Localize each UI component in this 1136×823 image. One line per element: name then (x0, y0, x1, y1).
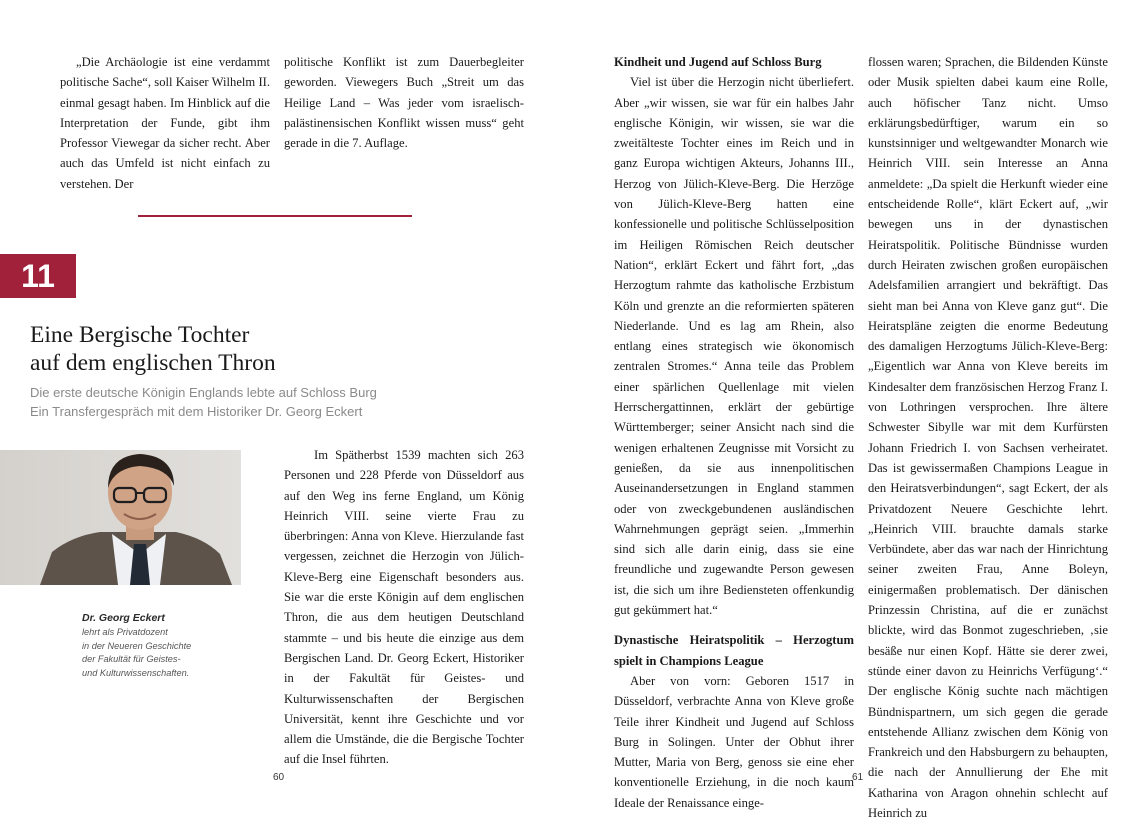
caption-name: Dr. Georg Eckert (82, 612, 165, 624)
article-title-line-1: Eine Bergische Tochter (30, 322, 250, 348)
chapter-number-box: 11 (0, 254, 76, 298)
article-subtitle-line-2: Ein Transfergespräch mit dem Historiker Dr. Georg Eckert (30, 404, 363, 419)
caption-line-3: der Fakultät für Geistes- (82, 654, 181, 665)
portrait-illustration (0, 450, 241, 585)
article-subtitle (30, 383, 450, 421)
article-title (30, 321, 430, 377)
left-top-column-2 (284, 52, 524, 153)
caption-line-1: lehrt als Privatdozent (82, 627, 168, 637)
article-title-line-2: auf dem englischen Thron (30, 350, 276, 376)
page-number-left: 60 (273, 772, 285, 783)
right-column-1 (614, 52, 854, 813)
intro-column (284, 445, 524, 770)
right-column-2-text: flossen waren; Sprachen, die Bildenden Künste oder Musik spielten dabei kaum eine Rolle, auch höfischer Tanz nicht. Umso erklärungsbedürftiger, warum ein so kunstsinniger und weltgewandter Monarch wie Heinrich VIII. sein Interesse an Anna anmeldete: „Da spielt die Herkunft wieder eine entscheidende Rolle“, klärt Eckert auf, „wir bewegen uns in der dynastischen Heiratspolitik. Politische Bündnisse wurden durch Heiraten zwischen großen europäischen Adelsfamilien arrangiert und bekräftigt. Das sieht man bei Anna von Kleve ganz gut“. Die Heiratspläne zeigten die enorme Bedeutung des damaligen Herzogtums Jülich-Kleve-Berg: „Eigentlich war Anna von Kleve bereits im Kindesalter dem französischen Herzog Franz I. von Lothringen versprochen. Ihre ältere Schwester Sibylle war mit dem Kurfürsten Johann Friedrich I. von Sachsen verheiratet. Das ist gewissermaßen Champions League in den Heiratsverbindungen“, sagt Eckert, der als Privatdozent Neuere Geschichte lehrt. „Heinrich VIII. brauchte damals starke Verbündete, aber das war nach der Hinrichtung seiner zweiten Frau, Anne Boleyn, einigermaßen problematisch. Der dänischen Prinzessin Christina, auf die er zunächst blickte, wird das Bonmot zugeschrieben, ‚sie besäße nur einen Kopf. Hätte sie derer zwei, stünde einer davon zu Heinrichs Verfügung‘.“ Der englische König suchte nach mächtigen Bündnispartnern, um sich gegen die gerade entstehende Allianz zwischen dem König von Frankreich und den Habsburgern zu behaupten, die nach der Annullierung der Ehe mit Katharina von Aragon ohnehin schlecht auf Heinrich zu (868, 55, 1108, 820)
article-subtitle-line-1: Die erste deutsche Königin Englands lebte auf Schloss Burg (30, 385, 377, 400)
right-column-1-paragraph-1: Viel ist über die Herzogin nicht überliefert. Aber „wir wissen, sie war für ein halbes Jahr englische Königin, wir wissen, sie war die zweitälteste Tochter eines im Reich und in ganz Europa wichtigen Akteurs, Johanns III., Herzog von Jülich-Kleve-Berg. Die Herzöge von Jülich-Kleve-Berg hatten eine konfessionelle und politische Schlüsselposition im Heiligen Römischen Reich deutscher Nation“, erklärt Eckert und fährt fort, „das Herzogtum rahmte das katholische Erzbistum Köln und grenzte an die reformierten späteren Niederlande. Und es lag am Rhein, also entlang eines strategisch wie ökonomisch zentralen Stromes.“ Anna teile das Problem einer spärlichen Quellenlage mit vielen Herrschergattinnen, erklärt der gebürtige Württemberger; seiner Ansicht nach sind die wenigen erhaltenen Zeugnisse mit Vorsicht zu genießen, da sie aus innenpolitischen Auseinandersetzungen in England stammen oder von zweckgebundenen ausländischen Wahrnehmungen geprägt seien. „Immerhin sind sich alle darin einig, dass sie eine freundliche und zugewandte Person gewesen ist, die sich um ihre Bediensteten offenkundig gut gekümmert hat.“ (614, 75, 854, 618)
right-column-1-paragraph-2: Aber von vorn: Geboren 1517 in Düsseldorf, verbrachte Anna von Kleve große Teile ihrer Kindheit und Jugend auf Schloss Burg in Solingen. Unter der Obhut ihrer Mutter, Maria von Berg, genoss sie eine eher konventionelle Erziehung, in die noch kaum Ideale der Renaissance einge- (614, 673, 854, 810)
caption-line-2: in der Neueren Geschichte (82, 640, 192, 651)
right-column-2 (868, 52, 1108, 823)
intro-text: Im Spätherbst 1539 machten sich 263 Personen und 228 Pferde von Düsseldorf aus auf den Weg ins ferne England, um König Heinrich VIII. seine vierte Frau zu überbringen: Anna von Kleve. Hierzulande fast vergessen, zeichnet die Herzogin von Jülich-Kleve-Berg eine Eigenschaft besonders aus. Sie war die erste Königin auf dem englischen Thron, die aus dem heutigen Deutschland stammte – und bis heute die einzige aus dem Bergischen Land. Dr. Georg Eckert, Historiker in der Fakultät für Geistes- und Kulturwissenschaften der Bergischen Universität, kennt ihre Geschichte und vor allem die Umstände, die die Bergische Tochter auf die Insel führten. (284, 448, 524, 767)
left-top-column-2-text: politische Konflikt ist zum Dauerbegleiter geworden. Viewegers Buch „Streit um das Heilige Land – Was jeder vom israelisch-palästinensischen Konflikt wissen muss“ geht gerade in die 7. Auflage. (284, 55, 524, 151)
left-top-column-1 (60, 52, 270, 194)
portrait-photo (0, 450, 241, 585)
section-heading-dynastic: Dynastische Heiratspolitik – Herzogtum spielt in Champions League (614, 633, 854, 668)
left-top-column-1-text: „Die Archäologie ist eine verdammt politische Sache“, soll Kaiser Wilhelm II. einmal gesagt haben. Im Hinblick auf die Interpretation der Funde, gibt ihm Professor Viewegar da sicher recht. Aber auch das Umfeld ist nicht einfach zu verstehen. Der (60, 55, 270, 191)
page-number-right: 61 (852, 772, 864, 783)
caption-line-4: und Kulturwissenschaften. (82, 667, 190, 678)
section-heading-childhood: Kindheit und Jugend auf Schloss Burg (614, 55, 822, 69)
photo-caption (82, 610, 252, 680)
section-divider (138, 215, 412, 217)
